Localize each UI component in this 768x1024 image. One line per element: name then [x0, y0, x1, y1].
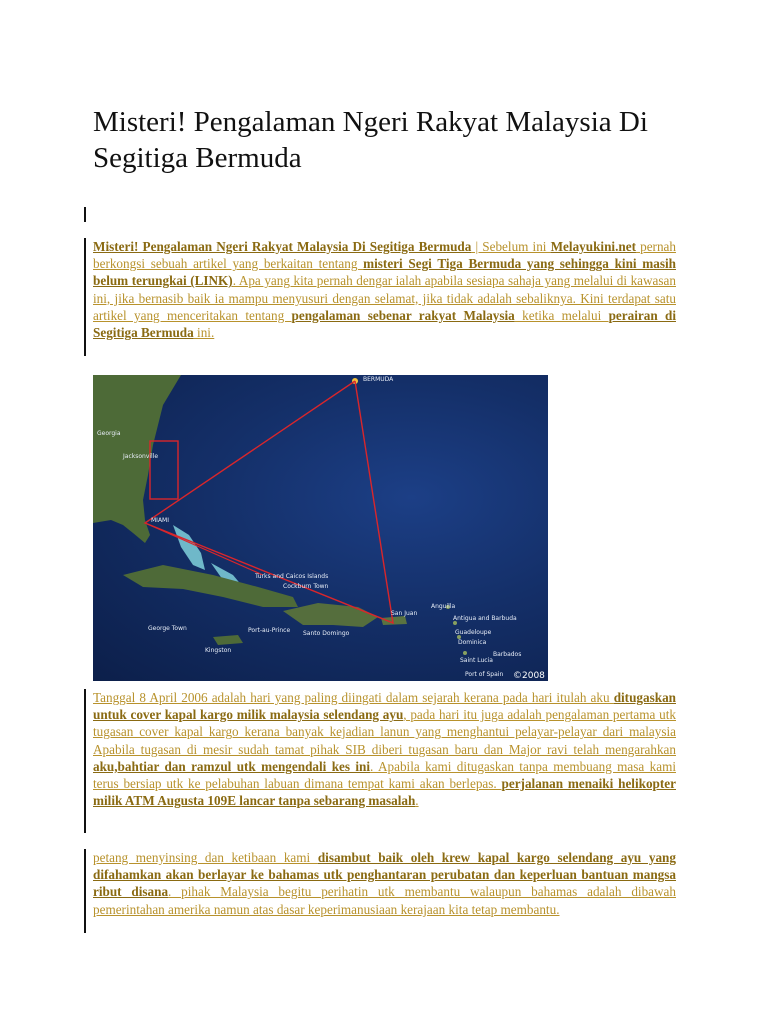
link-text[interactable]: ketika melalui [514, 307, 609, 323]
jacksonville-label: Jacksonville [123, 453, 159, 460]
page-title: Misteri! Pengalaman Ngeri Rakyat Malaysia Di Segitiga Bermuda [93, 106, 648, 174]
bold-link-text[interactable]: Misteri! Pengalaman Ngeri Rakyat Malaysia Di Segitiga Bermuda [93, 239, 472, 254]
georgia-label: Georgia [97, 430, 121, 437]
paragraph-bar [84, 849, 86, 933]
turks-label: Turks and Caicos Islands [255, 573, 329, 580]
bold-link-text[interactable]: disambut baik oleh krew kapal kargo selendang ayu yang difahamkan akan berlayar ke bahamas utk penghantaran perubatan dan keperluan bantuan mangsa ribut disana [93, 850, 676, 900]
link-text[interactable]: . [415, 793, 419, 809]
bold-link-text[interactable]: misteri Segi Tiga Bermuda yang sehingga kini masih belum terungkai (LINK) [93, 256, 676, 289]
link-text[interactable]: . Apa yang kita pernah dengar ialah apabila sesiapa sahaja yang melalui di kawasan ini, jika bernasib baik ia mampu menyusuri dengan selamat, jika tidak adalah sebaliknya. Kini terdapat satu artikel yang menceritakan tentang [93, 273, 676, 323]
port-au-prince-label: Port-au-Prince [248, 627, 291, 634]
bold-link-text[interactable]: perjalanan menaiki helikopter milik ATM Augusta 109E lancar tanpa sebarang masalah [93, 776, 676, 809]
link-text[interactable]: Tanggal 8 April 2006 adalah hari yang paling diingati dalam sejarah kerana pada hari itulah aku [93, 690, 614, 705]
santo-domingo-label: Santo Domingo [303, 630, 350, 637]
barbados-label: Barbados [493, 651, 522, 658]
dominica-label: Dominica [458, 639, 487, 646]
kingston-label: Kingston [205, 647, 232, 654]
bold-link-text[interactable]: Melayukini.net [550, 239, 636, 254]
antigua-label: Antigua and Barbuda [453, 615, 517, 622]
sanjuan-label: San Juan [391, 610, 418, 617]
bermuda-label: BERMUDA [363, 376, 394, 383]
link-text[interactable]: , pada hari itu juga adalah pengalaman pertama utk tugasan cover kapal kargo kerana banyak kejadian lanun yang menghantui pelayar-pelayar dari malaysia Apabila tugasan di mesir sudah tamat pihak SIB diberi tugasan baru dan Major ravi telah mengarahkan [93, 707, 676, 757]
link-text[interactable]: petang menyinsing dan ketibaan kami [93, 850, 318, 865]
bold-link-text[interactable]: aku,bahtiar dan ramzul utk mengendali kes ini [93, 758, 371, 774]
miami-label: MIAMI [151, 517, 169, 524]
guadeloupe-label: Guadeloupe [455, 629, 492, 636]
link-text[interactable]: pernah berkongsi sebuah artikel yang berkaitan tentang [93, 239, 676, 272]
link-text[interactable]: ini. [193, 325, 215, 341]
bold-link-text[interactable]: pengalaman sebenar rakyat Malaysia [291, 307, 515, 323]
story-paragraph-2[interactable] [93, 849, 676, 918]
text-cursor [84, 207, 86, 222]
bold-link-text[interactable]: perairan di Segitiga Bermuda [93, 307, 676, 341]
copyright-label: ©2008 [513, 671, 545, 681]
st-lucia-label: Saint Lucia [460, 657, 493, 664]
link-text[interactable]: | Sebelum ini [471, 239, 551, 254]
anguilla-label: Anguilla [431, 603, 456, 610]
bermuda-triangle-map [93, 375, 548, 681]
link-text[interactable]: . Apabila kami ditugaskan tanpa membuang masa kami terus bersiap utk ke pelabuhan labuan dimana tempat kami akan berlepas. [93, 758, 676, 792]
bold-link-text[interactable]: ditugaskan untuk cover kapal kargo milik malaysia selendang ayu [93, 690, 676, 723]
story-paragraph-1[interactable] [93, 689, 676, 809]
paragraph-bar [84, 689, 86, 833]
link-text[interactable]: . pihak Malaysia begitu perihatin utk membantu walaupun bahamas adalah dibawah pemerintahan amerika namun atas dasar keperimanusiaan kerajaan kita tetap membantu. [93, 884, 676, 917]
paragraph-bar [84, 238, 86, 356]
cockburn-label: Cockburn Town [283, 583, 329, 590]
george-town-label: George Town [148, 625, 187, 632]
port-of-spain-label: Port of Spain [465, 671, 504, 678]
intro-paragraph[interactable] [93, 238, 676, 341]
